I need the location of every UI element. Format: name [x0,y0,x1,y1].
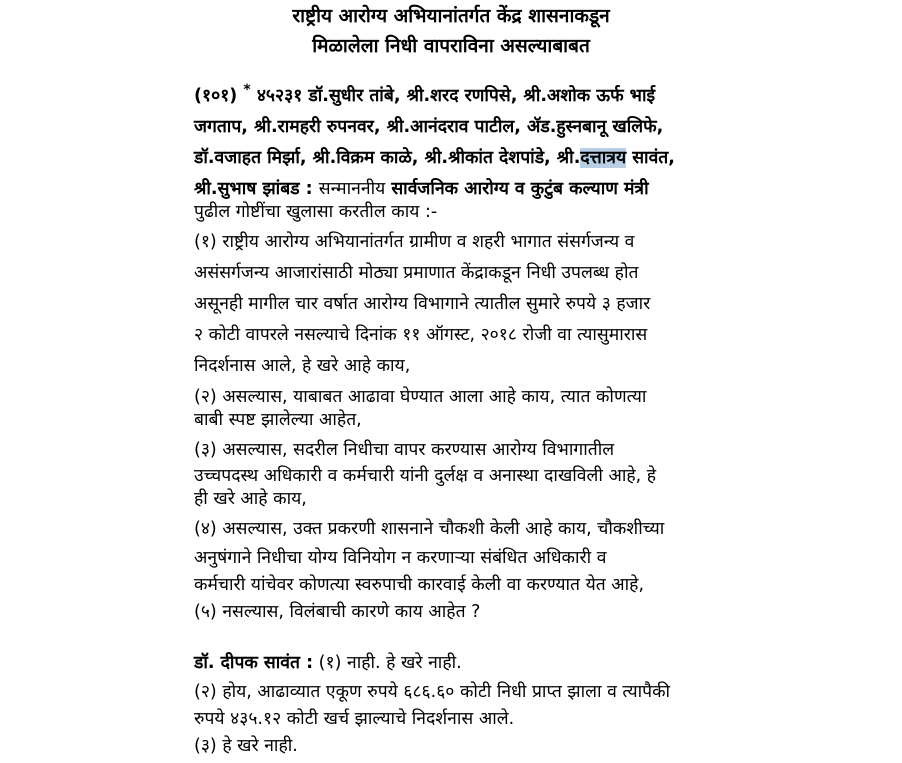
askers-text: डॉ.वजाहत मिर्झा, श्री.विक्रम काळे, श्री.श्रीकांत देशपांडे, श्री. [194,148,581,168]
question-header-line-4 [194,177,724,201]
question-askers: ४५२३१ डॉ.सुधीर तांबे, श्री.शरद रणपिसे, श्री.अशोक ऊर्फ भाई [256,86,656,106]
answer-speaker: डॉ. दीपक सावंत : [194,653,314,673]
question-body-line: (३) असल्यास, सदरील निधीचा वापर करण्यास आरोग्य विभागातील [194,440,615,460]
answer-line-3: रुपये ४३५.१२ कोटी खर्च झाल्याचे निदर्शनास आले. [194,709,515,729]
answer-line-2: (२) होय, आढाव्यात एकूण रुपये ६८६.६० कोटी निधी प्राप्त झाला व त्यापैकी [194,682,671,702]
question-body-line: २ कोटी वापरले नसल्याचे दिनांक ११ ऑगस्ट, २०१८ रोजी वा त्यासुमारास [194,325,648,345]
question-number: (१०१) [194,86,238,106]
last-asker: श्री.सुभाष झांबड : [194,179,313,199]
question-body-line: बाबी स्पष्ट झालेल्या आहेत, [194,410,362,430]
askers-text-end: सावंत, [626,148,675,168]
title-line-1: राष्ट्रीय आरोग्य अभियानांतर्गत केंद्र शासनाकडून [292,5,610,27]
question-intro: पुढील गोष्टींचा खुलासा करतील काय :- [194,202,438,222]
question-header-line-3 [194,146,724,170]
question-body-line: निदर्शनास आले, हे खरे आहे काय, [194,356,411,376]
question-body-line: असंसर्गजन्य आजारांसाठी मोठ्या प्रमाणात केंद्राकडून निधी उपलब्ध होत [194,263,639,283]
question-body-line: अनुषंगाने निधीचा योग्य विनियोग न करणाऱ्या संबंधित अधिकारी व [194,548,607,568]
minister-title: सार्वजनिक आरोग्य व कुटुंब कल्याण मंत्री [391,179,649,199]
highlighted-name: दत्तात्रय [580,148,627,168]
question-body-line: ही खरे आहे काय, [194,489,307,509]
starred-marker: * [243,82,251,98]
question-header-line-1 [194,84,724,109]
question-body-line: असूनही मागील चार वर्षात आरोग्य विभागाने त्यातील सुमारे रुपये ३ हजार [194,294,651,314]
title-line-2: मिळालेला निधी वापराविना असल्याबाबत [312,35,590,57]
answer-line-4: (३) हे खरे नाही. [194,736,298,756]
question-body-line: (४) असल्यास, उक्त प्रकरणी शासनाने चौकशी केली आहे काय, चौकशीच्या [194,519,665,539]
question-body-line: कर्मचारी यांचेवर कोणत्या स्वरुपाची कारवाई केली वा करण्यात येत आहे, [194,575,645,595]
question-body-line: (५) नसल्यास, विलंबाची कारणे काय आहेत ? [194,602,481,622]
answer-part-1: (१) नाही. हे खरे नाही. [318,653,462,673]
question-header-line-2: जगताप, श्री.रामहरी रुपनवर, श्री.आनंदराव पाटील, ॲड.हुस्नबानू खलिफे, [194,117,664,137]
answer-line-1 [194,651,724,675]
honorific: सन्माननीय [318,179,386,199]
question-body-line: (१) राष्ट्रीय आरोग्य अभियानांतर्गत ग्रामीण व शहरी भागात संसर्गजन्य व [194,232,635,252]
question-body-line: (२) असल्यास, याबाबत आढावा घेण्यात आला आहे काय, त्यात कोणत्या [194,387,647,407]
question-body-line: उच्चपदस्थ अधिकारी व कर्मचारी यांनी दुर्लक्ष व अनास्था दाखविली आहे, हे [194,466,657,486]
